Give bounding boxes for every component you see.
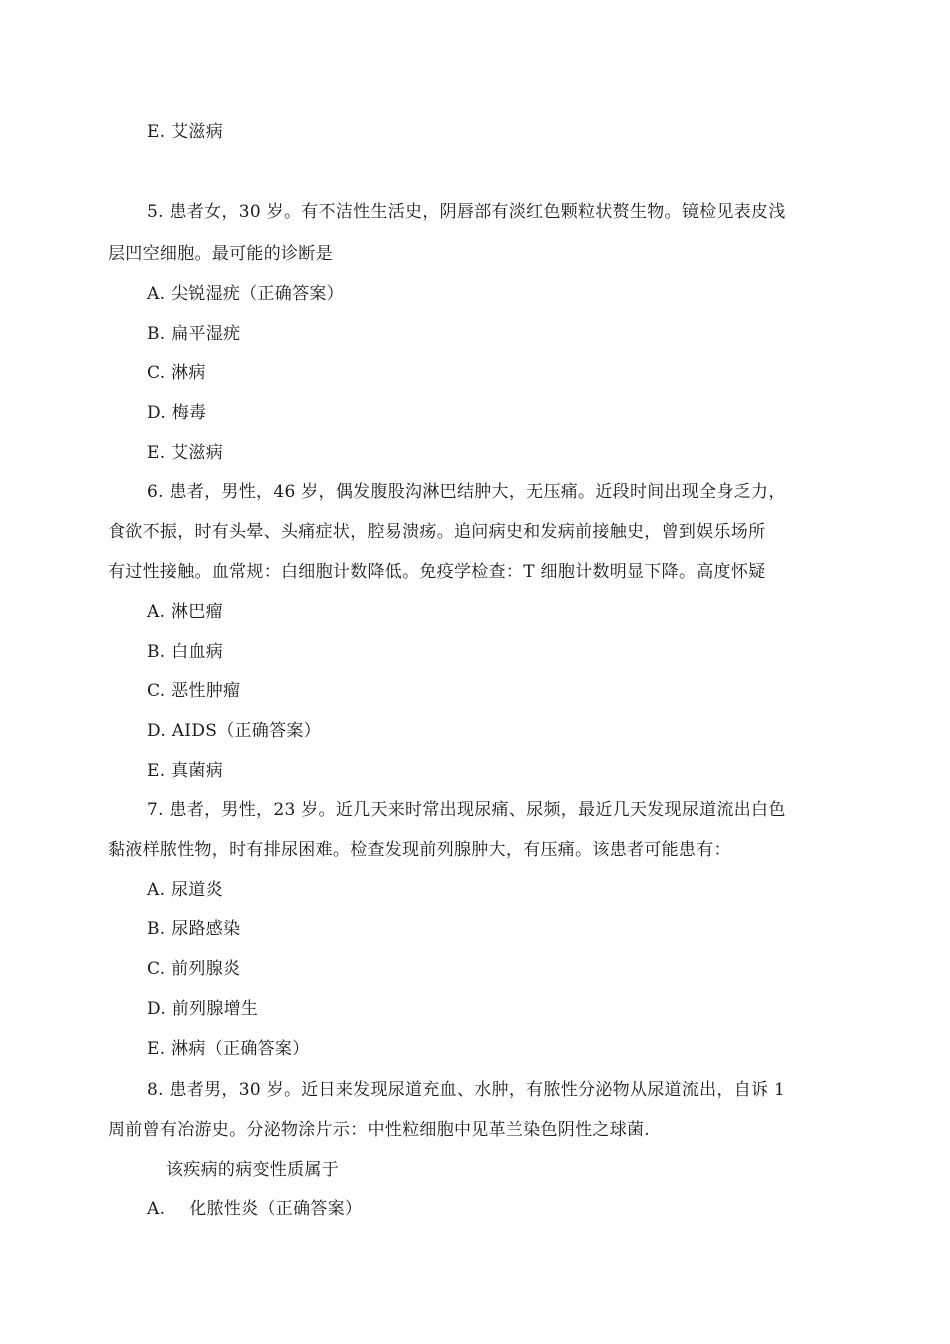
q7-option-d: D. 前列腺增生 <box>147 999 259 1019</box>
q6-stem-line-2: 食欲不振，时有头晕、头痛症状，腔易溃疡。追问病史和发病前接触史，曾到娱乐场所 <box>108 522 766 542</box>
q7-option-c: C. 前列腺炎 <box>147 959 241 979</box>
q6-option-e: E. 真菌病 <box>147 761 224 781</box>
q7-stem-line-2: 黏液样脓性物，时有排尿困难。检查发现前列腺肿大，有压痛。该患者可能患有： <box>108 840 731 860</box>
q6-option-d: D. AIDS（正确答案） <box>147 721 321 741</box>
q6-option-b: B. 白血病 <box>147 642 224 662</box>
q8-stem-line-2: 周前曾有冶游史。分泌物涂片示：中性粒细胞中见革兰染色阴性之球菌. <box>108 1120 651 1140</box>
q5-option-e: E. 艾滋病 <box>147 443 224 463</box>
q5-option-c: C. 淋病 <box>147 363 206 383</box>
q7-stem-line-1: 7. 患者，男性，23 岁。近几天来时常出现尿痛、尿频，最近几天发现尿道流出白色 <box>147 800 786 820</box>
q8-question: 该疾病的病变性质属于 <box>166 1160 339 1180</box>
q6-stem-line-3: 有过性接触。血常规：白细胞计数降低。免疫学检查：T 细胞计数明显下降。高度怀疑 <box>108 562 766 582</box>
q5-stem-line-1: 5. 患者女，30 岁。有不洁性生活史，阴唇部有淡红色颗粒状赘生物。镜检见表皮浅 <box>147 202 786 222</box>
q8-option-a <box>147 1198 362 1220</box>
q5-option-b: B. 扁平湿疣 <box>147 324 241 344</box>
q6-option-c: C. 恶性肿瘤 <box>147 681 241 701</box>
q7-option-a: A. 尿道炎 <box>147 880 223 900</box>
q6-stem-line-1: 6. 患者，男性，46 岁，偶发腹股沟淋巴结肿大，无压痛。近段时间出现全身乏力， <box>147 482 786 502</box>
q8-option-a-letter: A. <box>147 1199 166 1219</box>
q7-option-b: B. 尿路感染 <box>147 919 241 939</box>
q8-option-a-text: 化脓性炎（正确答案） <box>189 1199 363 1219</box>
q5-stem-line-2: 层凹空细胞。最可能的诊断是 <box>108 244 333 264</box>
q7-option-e: E. 淋病（正确答案） <box>147 1039 310 1059</box>
q5-option-a: A. 尖锐湿疣（正确答案） <box>147 284 344 304</box>
q8-stem-line-1: 8. 患者男，30 岁。近日来发现尿道充血、水肿，有脓性分泌物从尿道流出，自诉 1 <box>147 1080 786 1100</box>
q6-option-a: A. 淋巴瘤 <box>147 602 223 622</box>
q4-option-e: E. 艾滋病 <box>147 122 224 142</box>
q5-option-d: D. 梅毒 <box>147 403 207 423</box>
